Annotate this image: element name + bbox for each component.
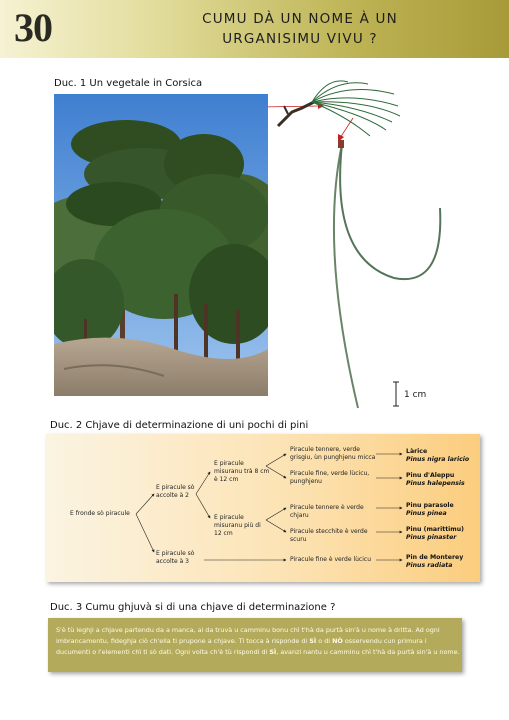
key-leaf-fine-shiny: Piracule fine, verde lùcicu, punghjenu: [290, 470, 370, 485]
species-4: [406, 526, 464, 542]
species-1-common: Làrice: [406, 448, 428, 455]
pine-needles-illustration: [268, 78, 468, 418]
key-length-over-12: E piracule misuranu più di 12 cm: [214, 514, 261, 537]
page-title: [120, 9, 480, 49]
key-start: E fronde sò piracule: [70, 510, 130, 517]
doc2-label: Duc. 2 Chjave di determinazione di uni pochi di pini: [50, 420, 309, 431]
species-4-common: Pinu (marittimu): [406, 526, 464, 533]
instructions-text: [56, 625, 460, 658]
instructions-part-a: S'è tù leghji a chjave partendu da a manca, ai da truvà u camminu bonu chì t'hà da purtà sin'à u nome à dritta. Ad ogni imbrancamentu, fideghja ciò ch'ella ti prupone a chjave. Ti tocca à risponde di: [56, 626, 440, 645]
doc3-label: Duc. 3 Cumu ghjuvà si di una chjave di determinazione ?: [50, 602, 336, 613]
key-pairs-of-2: E piracule sò accolte à 2: [156, 484, 195, 499]
key-leaf-soft-light: Piracule tennere è verde chjaru: [290, 504, 364, 519]
instructions-box: [48, 618, 462, 672]
species-5: [406, 554, 463, 570]
page-number: 30: [14, 5, 52, 50]
instructions-yes-2: SÌ: [269, 648, 277, 656]
species-3-common: Pinu parasole: [406, 502, 454, 509]
title-line-1: CUMU DÀ UN NOME À UN: [202, 11, 398, 27]
pine-forest-photo: [54, 94, 268, 396]
determination-key: [46, 434, 480, 582]
instructions-yes: SÌ: [309, 637, 317, 645]
species-3: [406, 502, 454, 518]
instructions-no: NÒ: [332, 637, 343, 645]
species-2-common: Pinu d'Aleppu: [406, 472, 455, 479]
species-3-latin: Pinus pinea: [406, 510, 447, 517]
instructions-part-d: , avanzi nantu u camminu chì t'hà da purtà sin'à u nome.: [276, 648, 460, 656]
title-line-2: URGANISIMU VIVU ?: [222, 31, 378, 47]
species-4-latin: Pinus pinaster: [406, 534, 457, 541]
species-5-latin: Pinus radiata: [406, 562, 453, 569]
page-header: [0, 0, 509, 58]
key-leaf-soft-grey: Piracule tennere, verde grisgiu, ùn punghjenu micca: [290, 446, 376, 461]
key-leaf-stiff-dark: Piracule stecchite è verde scuru: [290, 528, 368, 543]
species-1-latin: Pinus nigra laricio: [406, 456, 470, 463]
key-pairs-of-3: E piracule sò accolte à 3: [156, 550, 195, 565]
species-2: [406, 472, 465, 488]
key-length-8-12: E piracule misuranu trà 8 cm è 12 cm: [214, 460, 270, 483]
key-leaf-fine-shiny-2: Piracule fine è verde lùcicu: [290, 556, 371, 563]
species-5-common: Pin de Monterey: [406, 554, 464, 561]
instructions-part-c: osservendu cun primura i ducumenti o l'elementi chì ti sò dati. Ogni volta ch'è tù rispondi di: [56, 637, 427, 656]
scale-label: 1 cm: [404, 390, 427, 400]
species-2-latin: Pinus halepensis: [406, 480, 465, 487]
species-1: [406, 448, 469, 464]
doc1-label: Duc. 1 Un vegetale in Corsica: [54, 78, 203, 89]
instructions-part-b: o di: [316, 637, 333, 645]
